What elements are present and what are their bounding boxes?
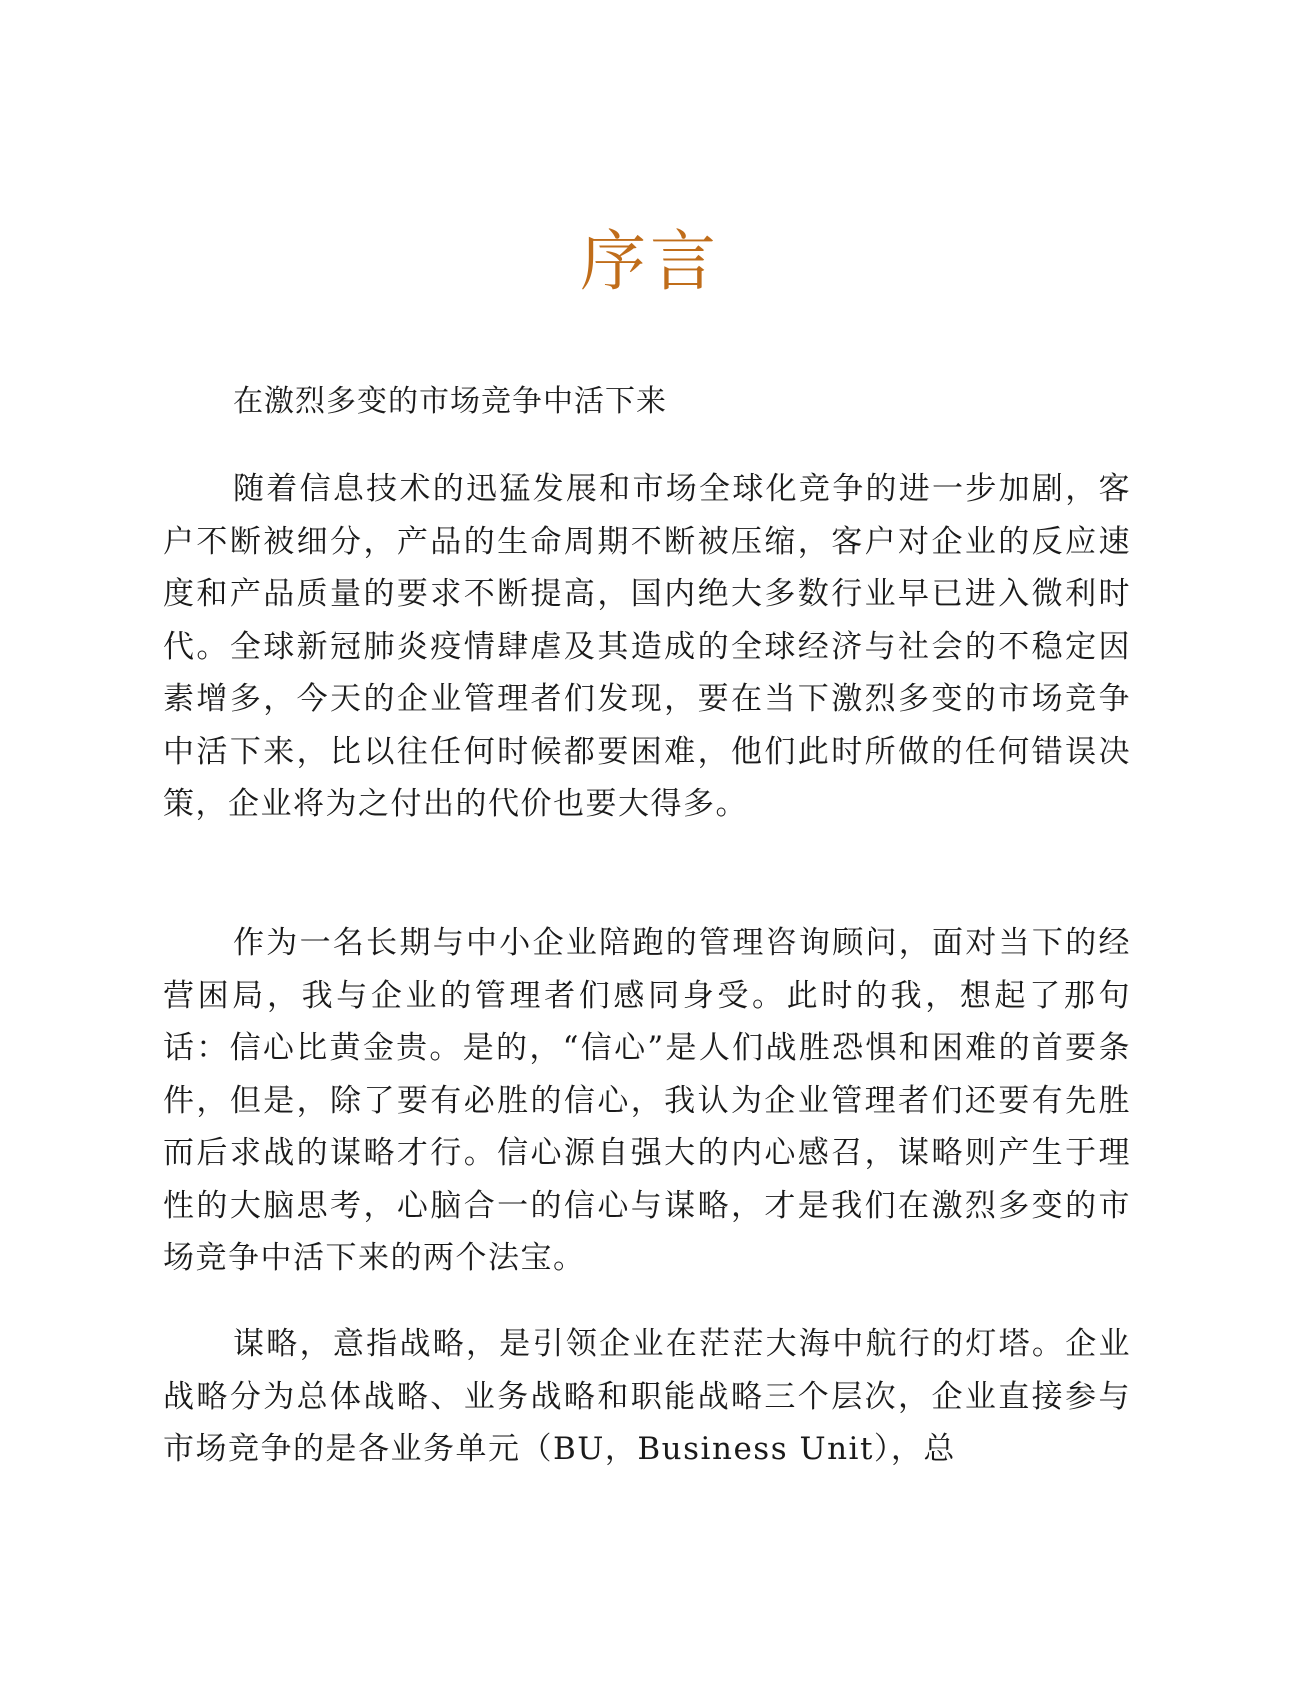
paragraph-3: 谋略，意指战略，是引领企业在茫茫大海中航行的灯塔。企业战略分为总体战略、业务战略和职能战略三个层次，企业直接参与市场竞争的是各业务单元（BU，Business Unit），总 (163, 1326, 1131, 1467)
page-title: 序言 (580, 223, 720, 300)
paragraph-2: 作为一名长期与中小企业陪跑的管理咨询顾问，面对当下的经营困局，我与企业的管理者们感同身受。此时的我，想起了那句话：信心比黄金贵。是的，“信心”是人们战胜恐惧和困难的首要条件，但是，除了要有必胜的信心，我认为企业管理者们还要有先胜而后求战的谋略才行。信心源自强大的内心感召，谋略则产生于理性的大脑思考，心脑合一的信心与谋略，才是我们在激烈多变的市场竞争中活下来的两个法宝。 (163, 925, 1131, 1276)
paragraph-1: 随着信息技术的迅猛发展和市场全球化竞争的进一步加剧，客户不断被细分，产品的生命周期不断被压缩，客户对企业的反应速度和产品质量的要求不断提高，国内绝大多数行业早已进入微利时代。全球新冠肺炎疫情肆虐及其造成的全球经济与社会的不稳定因素增多，今天的企业管理者们发现，要在当下激烈多变的市场竞争中活下来，比以往任何时候都要困难，他们此时所做的任何错误决策，企业将为之付出的代价也要大得多。 (163, 471, 1131, 822)
section-heading: 在激烈多变的市场竞争中活下来 (233, 384, 667, 419)
